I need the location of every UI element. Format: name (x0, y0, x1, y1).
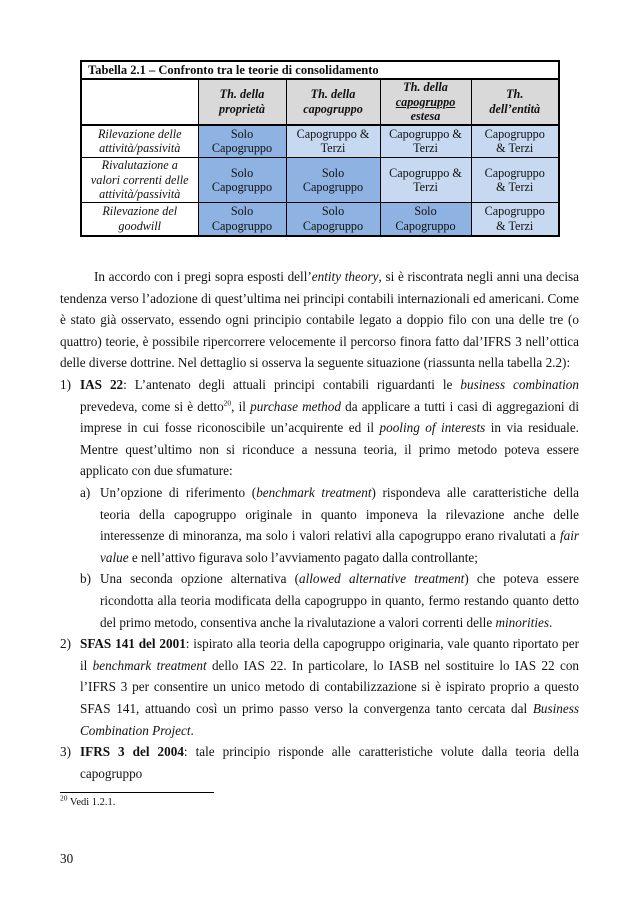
footnote-ref: 20 (223, 398, 232, 408)
cell-line: Capogruppo (484, 204, 545, 219)
text-run: da applicare a tutti i casi di aggregazioni di imprese in cui fosse riconoscibile un’acquirente ed il (80, 398, 579, 436)
row-label-line: goodwill (118, 218, 162, 233)
list-item (60, 374, 579, 633)
table-cell (380, 125, 471, 158)
list-item (60, 741, 579, 784)
item-title: IFRS 3 del 2004 (80, 744, 184, 760)
header-entita (471, 79, 559, 125)
header-line: proprietà (218, 101, 266, 116)
header-line: Th. della (310, 87, 356, 102)
text-run: ) rispondeva alle caratteristiche della teoria della capogruppo originale in quanto imponeva la rilevazione anche delle interessenze di minoranza, ma solo i valori relativi alla capogruppo erano rivalutati a (100, 484, 579, 544)
text-run: . (548, 614, 553, 630)
emphasis: entity theory (311, 269, 379, 284)
page-number: 30 (60, 851, 74, 866)
header-line: capogruppo (303, 101, 363, 116)
table-cell (380, 158, 471, 203)
header-proprieta (198, 79, 286, 125)
cell-line: Capogruppo (302, 218, 364, 233)
row-label-line: valori correnti delle (90, 172, 189, 187)
cell-line: Solo (230, 126, 254, 141)
header-line: capogruppo (395, 94, 456, 109)
emphasis: allowed alternative treatment (299, 571, 465, 587)
header-line: dell’entità (489, 101, 541, 116)
footnote (60, 793, 116, 808)
text-run: in via residuale. Mentre quest’ultimo non si riconduce a nessuna teoria, il primo metodo poteva essere applicato con due sfumature: (80, 420, 579, 479)
text-run: : L’antenato degli attuali principi contabili riguardanti le (123, 377, 461, 392)
table-cell (380, 203, 471, 236)
footnote-number: 20 (60, 793, 68, 803)
table-cell (198, 203, 286, 236)
text-run: prevedeva, come si è detto (80, 398, 224, 414)
cell-line: & Terzi (496, 218, 534, 233)
cell-line: Capogruppo (211, 141, 273, 156)
cell-line: Capogruppo (484, 165, 545, 180)
table-caption: Tabella 2.1 – Confronto tra le teorie di consolidamento (81, 61, 559, 79)
footnote-text: Vedi 1.2.1. (67, 797, 116, 808)
cell-line: Capogruppo (302, 180, 364, 194)
header-empty-cell (81, 79, 198, 125)
cell-line: Capogruppo & (296, 126, 370, 141)
row-label-line: Rilevazione delle (97, 126, 182, 141)
table-cell (198, 158, 286, 203)
cell-line: Solo (321, 165, 345, 180)
emphasis: Business Combination Project (80, 700, 579, 738)
table-cell (471, 158, 559, 203)
sub-item (60, 568, 579, 633)
theory-list (60, 374, 579, 784)
text-run: : ispirato alla teoria della capogruppo originaria, vale quanto riportato per il (80, 636, 579, 673)
emphasis: business combination (460, 377, 579, 392)
text-run: , il (231, 398, 251, 414)
text-run: . (190, 722, 194, 738)
header-line: Th. della (403, 80, 448, 94)
cell-line: Capogruppo (484, 126, 545, 141)
cell-line: Solo (230, 204, 254, 219)
cell-line: Capogruppo & (389, 126, 462, 141)
list-number: 1) (60, 377, 71, 392)
footnote-separator (60, 792, 214, 793)
sub-letter: b) (80, 571, 91, 587)
text-run: Una seconda opzione alternativa ( (100, 571, 300, 587)
emphasis: minorities (495, 614, 549, 630)
table-cell (286, 158, 380, 203)
header-line: estesa (410, 109, 441, 123)
emphasis: pooling of interests (379, 420, 486, 436)
cell-line: Capogruppo (211, 180, 273, 194)
table-row (81, 125, 559, 158)
table-cell (286, 203, 380, 236)
header-capogruppo (286, 79, 380, 125)
text-run: , si è riscontrata negli anni una decisa tendenza verso l’adozione di quest’ultima nei principi contabili internazionali ed americani. Come è stato già osservato, essendo ogni principio contabile legato a doppio filo con una delle tre (o quattro) teorie, è possibile ripercorrere velocemente il percorso finora fatto dal’IFRS 3 nell’ottica delle diverse dottrine. Nel dettaglio si osserva la seguente situazione (riassunta nella tabella 2.2): (60, 269, 579, 371)
row-label-line: attività/passività (99, 141, 181, 156)
header-line: Th. della (219, 87, 265, 102)
emphasis: benchmark treatment (92, 657, 207, 673)
cell-line: Terzi (413, 180, 438, 194)
row-label-line: attività/passività (99, 187, 181, 202)
cell-line: Capogruppo (211, 218, 273, 233)
text-run: e nell’attivo figurava solo l’avviamento pagato dalla controllante; (128, 549, 478, 565)
sub-letter: a) (80, 484, 91, 500)
cell-line: Capogruppo (395, 218, 456, 233)
header-line: Th. (506, 87, 524, 102)
table-cell (286, 125, 380, 158)
table-cell (471, 125, 559, 158)
header-capogruppo-estesa (380, 79, 471, 125)
list-number: 2) (60, 636, 71, 652)
list-item (60, 633, 579, 741)
emphasis: benchmark treatment (256, 484, 372, 500)
sub-item (60, 482, 579, 568)
row-label (81, 125, 198, 158)
cell-line: Terzi (320, 141, 346, 156)
cell-line: & Terzi (496, 141, 534, 156)
item-title: IAS 22 (80, 377, 124, 392)
row-label (81, 203, 198, 236)
text-run: : tale principio risponde alle caratteristiche volute dalla teoria della capogruppo (80, 744, 579, 781)
list-number: 3) (60, 744, 71, 760)
cell-line: Solo (321, 204, 345, 219)
table-cell (471, 203, 559, 236)
cell-line: Terzi (413, 141, 438, 156)
item-title: SFAS 141 del 2001 (80, 636, 186, 652)
row-label-line: Rivalutazione a (101, 158, 178, 173)
cell-line: Solo (414, 204, 437, 219)
text-run: Un’opzione di riferimento ( (100, 484, 257, 500)
text-run: In accordo con i pregi sopra esposti dell’ (94, 269, 312, 284)
cell-line: Capogruppo & (389, 165, 462, 180)
emphasis: fair value (100, 528, 579, 565)
table-cell (198, 125, 286, 158)
intro-paragraph (60, 266, 579, 374)
comparison-table (80, 60, 560, 237)
emphasis: purchase method (250, 398, 341, 414)
cell-line: & Terzi (496, 180, 534, 194)
table-row (81, 158, 559, 203)
row-label (81, 158, 198, 203)
text-run: ) che poteva essere ricondotta alla teoria modificata della capogruppo in quanto, fermo restando quanto detto del primo metodo, consentiva anche la rivalutazione a valori correnti delle (100, 571, 579, 630)
cell-line: Solo (230, 165, 254, 180)
table-row (81, 203, 559, 236)
row-label-line: Rilevazione del (102, 204, 178, 219)
text-run: dello IAS 22. In particolare, lo IASB nel sostituire lo IAS 22 con l’IFRS 3 per consentire un unico metodo di contabilizzazione si è ispirato proprio a questo SFAS 141, attuando così un primo passo verso la convergenza tanto cercata dal (80, 657, 580, 716)
